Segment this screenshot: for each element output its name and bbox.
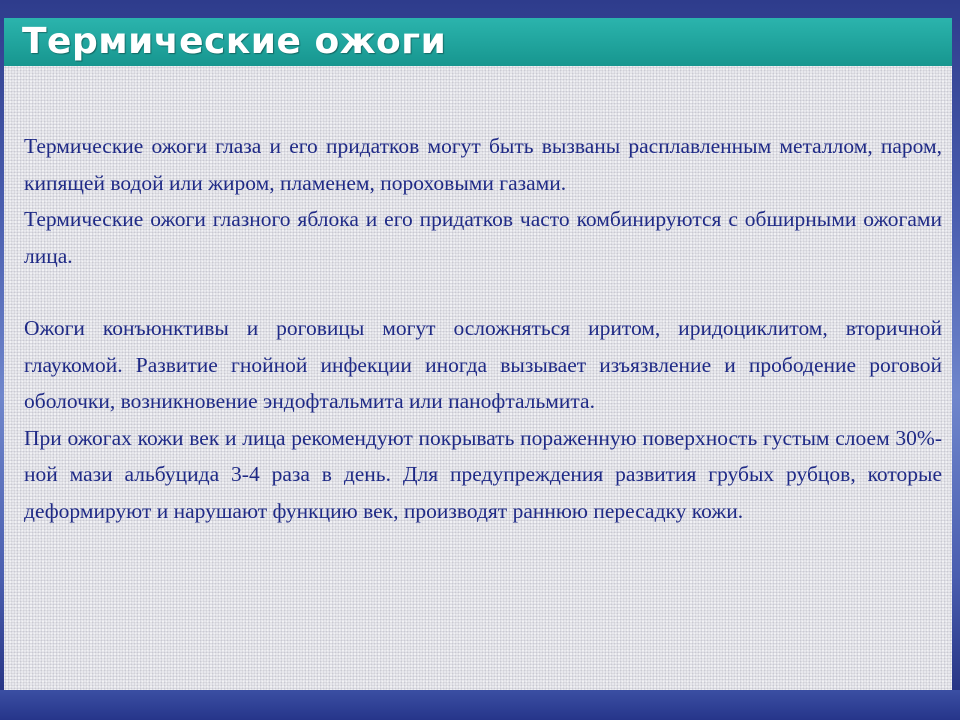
slide-title: Термические ожоги [22, 21, 447, 62]
slide-body [24, 128, 942, 529]
paragraph-complications: Ожоги конъюнктивы и роговицы могут осложняться иритом, иридоциклитом, вторичной глаукомой. Развитие гнойной инфекции иногда вызывает изъязвление и прободение роговой оболочки, возникновение эндофтальмита или панофтальмита. [24, 316, 942, 413]
paragraph-combination: Термические ожоги глазного яблока и его придатков часто комбинируются с обширными ожогами лица. [24, 207, 942, 268]
paragraph-causes: Термические ожоги глаза и его придатков могут быть вызваны расплавленным металлом, паром, кипящей водой или жиром, пламенем, пороховыми газами. [24, 134, 942, 195]
paragraph-treatment: При ожогах кожи век и лица рекомендуют покрывать пораженную поверхность густым слоем 30%-ной мази альбуцида 3-4 раза в день. Для предупреждения развития грубых рубцов, которые деформируют и нарушают функцию век, производят раннюю пересадку кожи. [24, 425, 942, 523]
bottom-band [0, 690, 960, 720]
title-bar [4, 18, 952, 66]
paragraph-spacer [24, 274, 942, 310]
